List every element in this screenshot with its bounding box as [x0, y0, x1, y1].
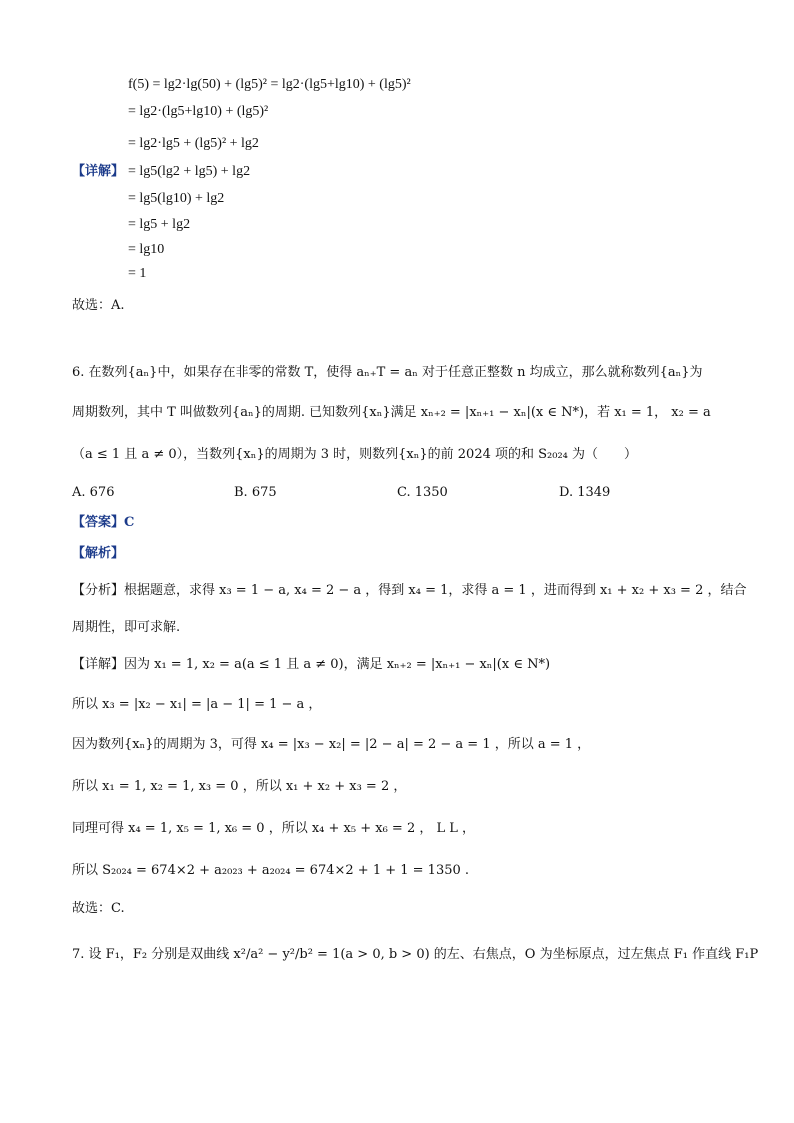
detail-eq-line-3: = lg2·lg5 + (lg5)² + lg2 [128, 136, 259, 151]
q6-detail-line-4: 所以 x₁ = 1, x₂ = 1, x₃ = 0 ，所以 x₁ + x₂ + x₃ = 2 ， [72, 779, 407, 794]
q6-stem-line-3: （a ≤ 1 且 a ≠ 0），当数列{xₙ}的周期为 3 时，则数列{xₙ}的前 2024 项的和 S₂₀₂₄ 为（ ） [72, 447, 638, 462]
q6-answer [72, 514, 134, 532]
q6-analysis-head: 【解析】 [72, 546, 125, 561]
q6-stem-line-1: 6. 在数列{aₙ}中，如果存在非零的常数 T，使得 aₙ₊T = aₙ 对于任意正整数 n 均成立，那么就称数列{aₙ}为 [72, 365, 703, 380]
q6-detail-line-6: 所以 S₂₀₂₄ = 674×2 + a₂₀₂₃ + a₂₀₂₄ = 674×2 + 1 + 1 = 1350 . [72, 863, 470, 878]
q7-stem-line-1: 7. 设 F₁，F₂ 分别是双曲线 x²/a² − y²/b² = 1(a > 0, b > 0) 的左、右焦点，O 为坐标原点，过左焦点 F₁ 作直线 F₁P [72, 947, 759, 962]
q6-option-d: D. 1349 [559, 485, 611, 500]
detail-eq-line-8: = 1 [128, 266, 147, 281]
q6-conclusion: 故选：C. [72, 901, 125, 916]
detail-tag: 【详解】 [72, 164, 125, 179]
q6-answer-text: 【答案】C [72, 515, 135, 530]
q6-analysis-line-1: 【分析】根据题意，求得 x₃ = 1 − a, x₄ = 2 − a ，得到 x₄ = 1，求得 a = 1 ，进而得到 x₁ + x₂ + x₃ = 2 ，结合 [72, 583, 747, 598]
q6-detail-line-5: 同理可得 x₄ = 1, x₅ = 1, x₆ = 0 ，所以 x₄ + x₅ + x₆ = 2 ， L L ， [72, 821, 476, 836]
detail-conclusion: 故选：A. [72, 298, 125, 313]
q6-option-c: C. 1350 [397, 485, 448, 500]
q6-analysis-line-2: 周期性，即可求解. [72, 620, 181, 635]
detail-eq-line-7: = lg10 [128, 242, 165, 257]
detail-eq-line-5: = lg5(lg10) + lg2 [128, 191, 225, 206]
q6-option-b: B. 675 [234, 485, 277, 500]
q6-detail-line-1: 【详解】因为 x₁ = 1, x₂ = a(a ≤ 1 且 a ≠ 0)，满足 xₙ₊₂ = |xₙ₊₁ − xₙ|(x ∈ N*) [72, 657, 551, 672]
detail-eq-line-1: f(5) = lg2·lg(50) + (lg5)² = lg2·(lg5+lg10) + (lg5)² [128, 77, 411, 92]
q6-detail-line-2: 所以 x₃ = |x₂ − x₁| = |a − 1| = 1 − a ， [72, 697, 322, 712]
q6-detail-line-3: 因为数列{xₙ}的周期为 3，可得 x₄ = |x₃ − x₂| = |2 − a| = 2 − a = 1 ，所以 a = 1 ， [72, 737, 591, 752]
q6-stem-line-2: 周期数列，其中 T 叫做数列{aₙ}的周期. 已知数列{xₙ}满足 xₙ₊₂ = |xₙ₊₁ − xₙ|(x ∈ N*)，若 x₁ = 1， x₂ = a [72, 405, 711, 420]
detail-eq-line-6: = lg5 + lg2 [128, 217, 191, 232]
detail-eq-line-2: = lg2·(lg5+lg10) + (lg5)² [128, 104, 269, 119]
detail-eq-line-4: = lg5(lg2 + lg5) + lg2 [128, 164, 251, 179]
q6-option-a: A. 676 [72, 485, 115, 500]
